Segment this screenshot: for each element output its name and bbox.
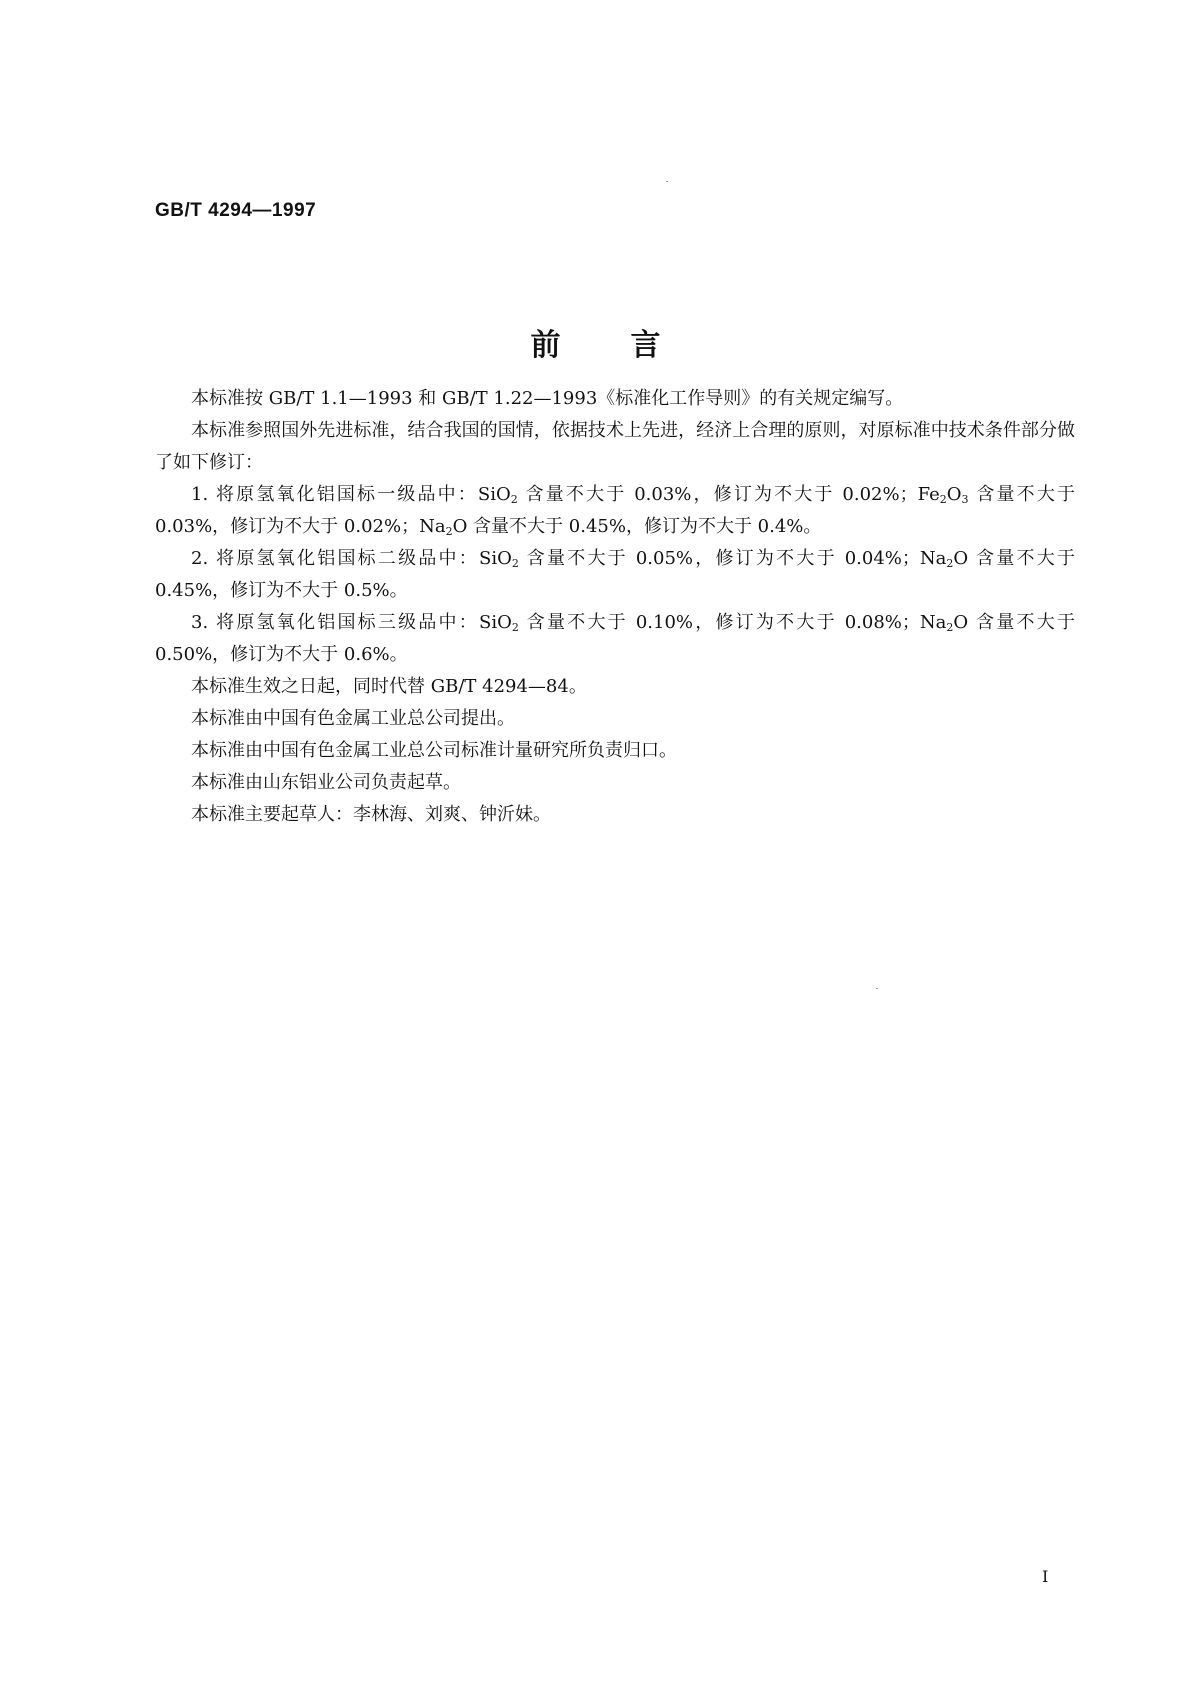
- subscript: 2: [511, 621, 519, 634]
- paragraph-text: 本标准参照国外先进标准，结合我国的国情，依据技术上先进，经济上合理的原则，对原标准中技术条件部分做了如下修订：: [155, 420, 1075, 473]
- paragraph: [155, 799, 1075, 831]
- paragraph-text: 本标准由山东铝业公司负责起草。: [191, 772, 461, 793]
- paragraph-text: 含量不大于 0.03%，修订为不大于 0.02%；Na: [155, 484, 1075, 537]
- subscript: 2: [510, 493, 518, 506]
- paragraph: [155, 543, 1075, 607]
- subscript: 2: [946, 557, 954, 570]
- subscript: 3: [961, 493, 969, 506]
- paragraph-text: 含量不大于 0.05%，修订为不大于 0.04%；Na: [518, 548, 947, 569]
- scan-speck: [666, 181, 668, 182]
- paragraph: [155, 735, 1075, 767]
- paragraph-text: 2. 将原氢氧化铝国标二级品中：SiO: [191, 548, 512, 569]
- subscript: 2: [511, 557, 519, 570]
- paragraph-text: 本标准按 GB/T 1.1—1993 和 GB/T 1.22—1993《标准化工作导则》的有关规定编写。: [191, 388, 904, 409]
- paragraph: [155, 607, 1075, 671]
- page-title: 前言: [530, 328, 731, 363]
- paragraph-text: O 含量不大于 0.45%，修订为不大于 0.4%。: [452, 516, 822, 537]
- paragraph-text: 含量不大于 0.10%，修订为不大于 0.08%；Na: [518, 612, 947, 633]
- paragraph: [155, 415, 1075, 479]
- paragraph-text: 3. 将原氢氧化铝国标三级品中：SiO: [191, 612, 512, 633]
- paragraph-text: 本标准主要起草人：李林海、刘爽、钟沂妹。: [191, 804, 551, 825]
- paragraph: [155, 671, 1075, 703]
- paragraph: [155, 479, 1075, 543]
- subscript: 2: [445, 525, 453, 538]
- subscript: 2: [939, 493, 947, 506]
- standard-code: GB/T 4294—1997: [155, 200, 317, 221]
- scan-speck: [876, 988, 878, 989]
- subscript: 2: [946, 621, 954, 634]
- paragraph-text: 含量不大于 0.03%，修订为不大于 0.02%；Fe: [517, 484, 940, 505]
- paragraph: [155, 767, 1075, 799]
- paragraph: [155, 383, 1075, 415]
- paragraph-text: 1. 将原氢氧化铝国标一级品中：SiO: [191, 484, 511, 505]
- paragraph-text: 本标准由中国有色金属工业总公司提出。: [191, 708, 515, 729]
- paragraph-text: 本标准生效之日起，同时代替 GB/T 4294—84。: [191, 676, 587, 697]
- paragraph-text: O 含量不大于 0.45%，修订为不大于 0.5%。: [155, 548, 1075, 601]
- paragraph-text: O: [946, 484, 962, 505]
- document-body: [155, 383, 1075, 831]
- paragraph-text: 本标准由中国有色金属工业总公司标准计量研究所负责归口。: [191, 740, 677, 761]
- paragraph: [155, 703, 1075, 735]
- page-number: I: [1042, 1567, 1049, 1586]
- paragraph-text: O 含量不大于 0.50%，修订为不大于 0.6%。: [155, 612, 1075, 665]
